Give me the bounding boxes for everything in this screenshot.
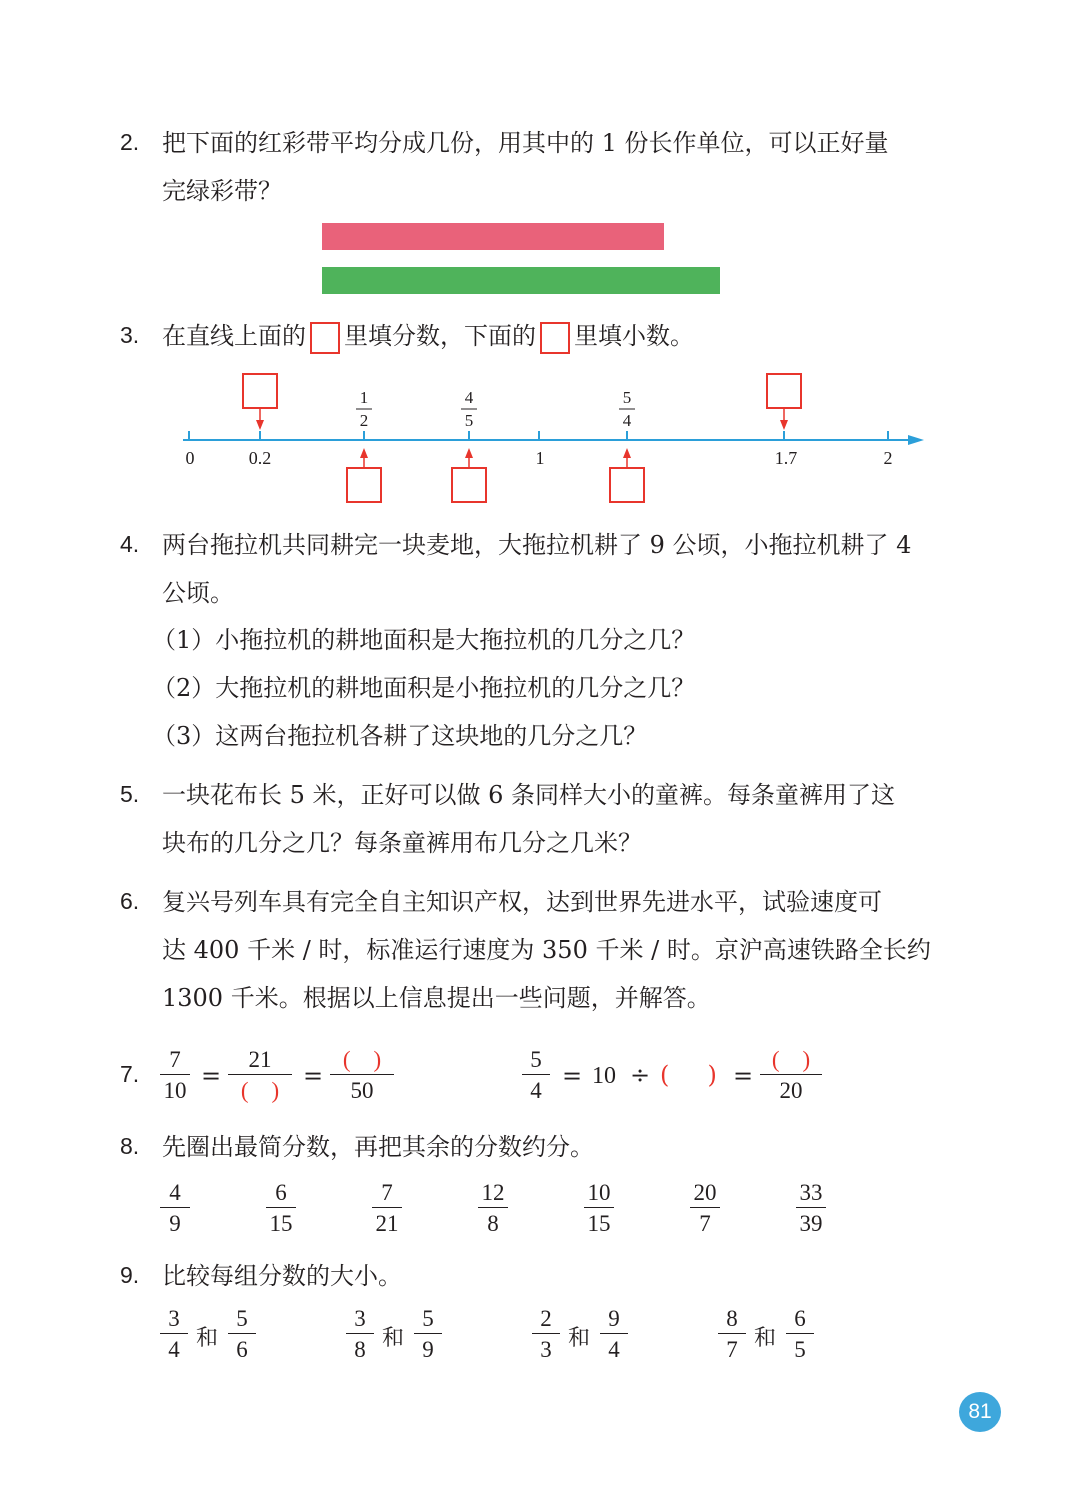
- q9-pair-1-and: 和: [196, 1326, 219, 1351]
- q7-frac-b: 21 ( ): [228, 1048, 292, 1102]
- axis-label-0-2: 0.2: [248, 448, 272, 468]
- answer-box-above-2: [767, 374, 801, 408]
- q9-pair-4-a: 8 7: [718, 1307, 746, 1361]
- axis-label-2: 2: [883, 448, 893, 468]
- arrow-down-head-icon: [256, 420, 264, 430]
- q9-text: 比较每组分数的大小。: [162, 1262, 402, 1290]
- q4-line1: 两台拖拉机共同耕完一块麦地，大拖拉机耕了 9 公顷，小拖拉机耕了 4: [162, 531, 912, 559]
- q7-blank-f[interactable]: ( ): [771, 1047, 811, 1072]
- answer-box-above-1: [243, 374, 277, 408]
- answer-box-below-1: [347, 468, 381, 502]
- q6-line2: 达 400 千米 / 时，标准运行速度为 350 千米 / 时。京沪高速铁路全长约: [162, 936, 931, 964]
- q8-number: 8.: [120, 1133, 140, 1159]
- q9-pair-4-and: 和: [754, 1326, 777, 1351]
- q8-frac-7[interactable]: 33 39: [796, 1181, 826, 1235]
- q6-number: 6.: [120, 888, 140, 914]
- q9-pair-3-b: 9 4: [600, 1307, 628, 1361]
- q7-blank-c[interactable]: ( ): [342, 1047, 382, 1072]
- frac-above-1-den: 2: [359, 411, 369, 430]
- q6-line3: 1300 千米。根据以上信息提出一些问题，并解答。: [162, 984, 711, 1012]
- q2-line1: 把下面的红彩带平均分成几份，用其中的 1 份长作单位，可以正好量: [162, 129, 889, 157]
- q7-eq-1: =: [201, 1062, 222, 1090]
- q7-frac-f: ( ) 20: [760, 1048, 822, 1102]
- axis-label-1-7: 1.7: [774, 448, 798, 468]
- q2-number: 2.: [120, 129, 140, 155]
- q9-pair-3-and: 和: [568, 1326, 591, 1351]
- q5-number: 5.: [120, 781, 140, 807]
- q4-number: 4.: [120, 531, 140, 557]
- frac-above-2-den: 5: [464, 411, 474, 430]
- arrow-up-head-icon: [465, 448, 473, 458]
- q7-eq-3: =: [562, 1062, 583, 1090]
- q4-line2: 公顷。: [162, 579, 234, 607]
- frac-above-1-num: 1: [359, 388, 369, 407]
- q4-sub-2: （2）大拖拉机的耕地面积是小拖拉机的几分之几？: [152, 674, 696, 702]
- q3-instruction: [162, 318, 694, 354]
- number-line: [0, 360, 1083, 510]
- q9-pair-1-a: 3 4: [160, 1307, 188, 1361]
- q7-frac-a: 7 10: [160, 1048, 190, 1102]
- answer-box-below-2: [452, 468, 486, 502]
- q7-blank-b[interactable]: ( ): [240, 1078, 280, 1103]
- q3-part1: 在直线上面的: [162, 322, 306, 350]
- q4-sub-1: （1）小拖拉机的耕地面积是大拖拉机的几分之几？: [152, 626, 696, 654]
- inline-box-icon: [310, 322, 340, 354]
- q8-frac-6[interactable]: 20 7: [690, 1181, 720, 1235]
- red-ribbon: [322, 223, 664, 250]
- q5-line1: 一块花布长 5 米，正好可以做 6 条同样大小的童裤。每条童裤用了这: [162, 781, 896, 809]
- arrow-down-head-icon: [780, 420, 788, 430]
- arrow-up-head-icon: [623, 448, 631, 458]
- q8-frac-3[interactable]: 7 21: [372, 1181, 402, 1235]
- q9-pair-2-a: 3 8: [346, 1307, 374, 1361]
- axis-label-1: 1: [535, 448, 545, 468]
- page-number-badge: 81: [959, 1392, 1001, 1432]
- q9-pair-3-a: 2 3: [532, 1307, 560, 1361]
- frac-above-2-num: 4: [464, 388, 474, 407]
- q8-frac-4[interactable]: 12 8: [478, 1181, 508, 1235]
- q7-ten: 10: [592, 1063, 616, 1089]
- q7-frac-d: 5 4: [522, 1048, 550, 1102]
- q7-blank-e[interactable]: ( ): [660, 1061, 717, 1089]
- q9-pair-2-and: 和: [382, 1326, 405, 1351]
- q5-line2: 块布的几分之几？每条童裤用布几分之几米？: [162, 829, 642, 857]
- q8-text: 先圈出最简分数，再把其余的分数约分。: [162, 1133, 594, 1161]
- q9-pair-2-b: 5 9: [414, 1307, 442, 1361]
- answer-box-below-3: [610, 468, 644, 502]
- q7-frac-c: ( ) 50: [330, 1048, 394, 1102]
- q7-div: ÷: [630, 1061, 651, 1089]
- q3-part3: 里填小数。: [574, 322, 694, 350]
- frac-above-3-den: 4: [622, 411, 632, 430]
- green-ribbon: [322, 267, 720, 294]
- q4-sub-3: （3）这两台拖拉机各耕了这块地的几分之几？: [152, 722, 648, 750]
- q7-eq-2: =: [303, 1062, 324, 1090]
- axis-label-0: 0: [185, 448, 195, 468]
- q3-part2: 里填分数，下面的: [344, 322, 536, 350]
- q7-eq-4: =: [733, 1062, 754, 1090]
- q7-number: 7.: [120, 1061, 140, 1087]
- frac-above-3-num: 5: [622, 388, 632, 407]
- q9-number: 9.: [120, 1262, 140, 1288]
- q3-number: 3.: [120, 322, 140, 348]
- inline-box-icon: [540, 322, 570, 354]
- q9-pair-1-b: 5 6: [228, 1307, 256, 1361]
- q8-frac-5[interactable]: 10 15: [584, 1181, 614, 1235]
- axis-arrow-icon: [908, 435, 924, 445]
- q8-frac-2[interactable]: 6 15: [266, 1181, 296, 1235]
- q6-line1: 复兴号列车具有完全自主知识产权，达到世界先进水平，试验速度可: [162, 888, 882, 916]
- q9-pair-4-b: 6 5: [786, 1307, 814, 1361]
- arrow-up-head-icon: [360, 448, 368, 458]
- q8-frac-1[interactable]: 4 9: [160, 1181, 190, 1235]
- q2-line2: 完绿彩带？: [162, 177, 282, 205]
